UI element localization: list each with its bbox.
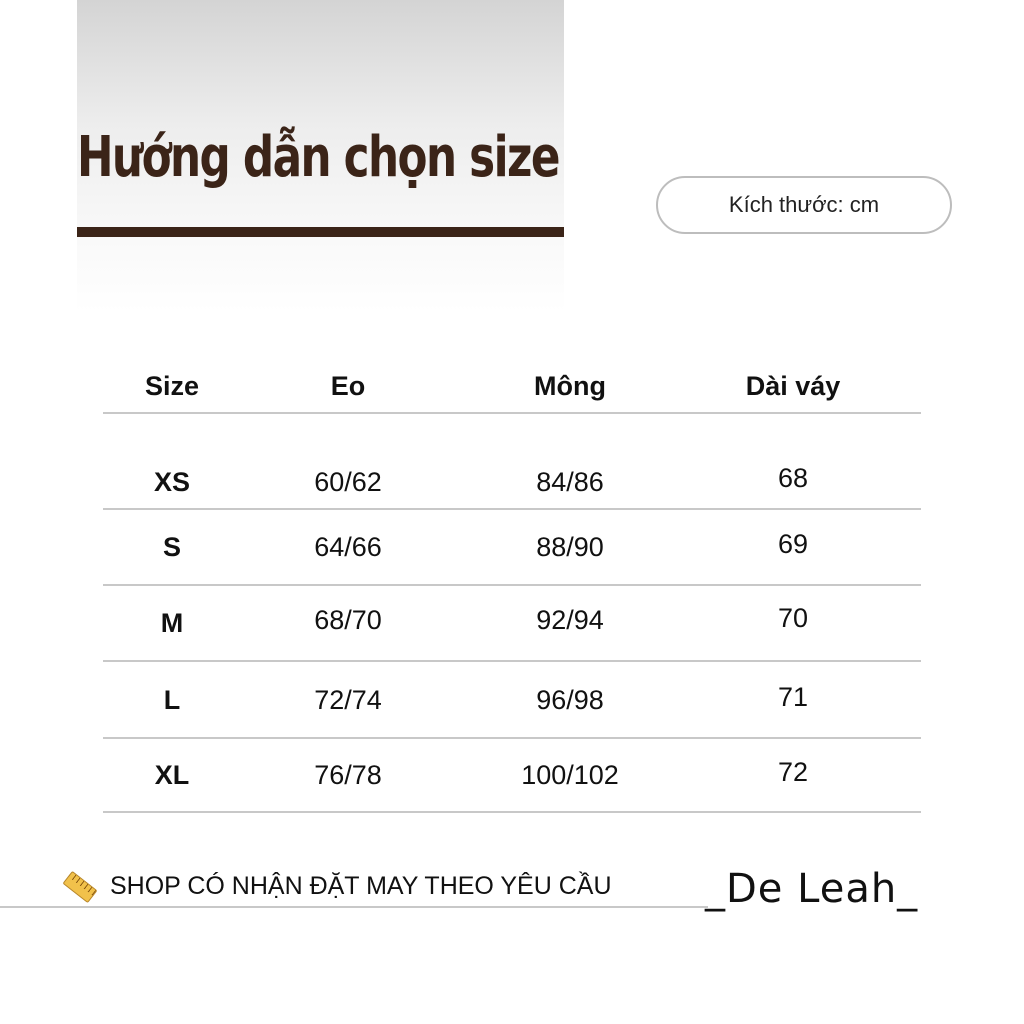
hip-cell: 100/102	[521, 759, 619, 790]
column-header-size: Size	[144, 370, 200, 401]
brand-name: _De Leah_	[705, 866, 919, 912]
waist-cell: 64/66	[314, 531, 382, 562]
size-cell: S	[162, 531, 181, 562]
size-table	[103, 360, 921, 813]
column-header-waist: Eo	[330, 370, 366, 401]
table-row	[103, 739, 921, 813]
ruler-icon	[62, 870, 97, 902]
hip-cell: 92/94	[536, 604, 604, 635]
title-underline	[77, 227, 564, 237]
size-cell: L	[163, 685, 181, 715]
footer-divider	[0, 906, 708, 908]
unit-badge: Kích thước: cm	[656, 176, 952, 234]
waist-cell: 76/78	[314, 759, 382, 790]
size-cell: XL	[154, 759, 190, 790]
size-cell: XS	[153, 466, 191, 497]
custom-order-text: SHOP CÓ NHẬN ĐẶT MAY THEO YÊU CẦU	[110, 872, 612, 900]
hip-cell: 84/86	[536, 466, 604, 497]
waist-cell: 68/70	[314, 604, 382, 635]
waist-cell: 72/74	[314, 685, 382, 715]
custom-order-note	[64, 872, 620, 901]
table-row	[103, 586, 921, 662]
column-header-hip: Mông	[534, 370, 606, 401]
size-cell: M	[160, 607, 184, 638]
table-row	[103, 414, 921, 510]
waist-cell: 60/62	[314, 466, 382, 497]
hip-cell: 96/98	[536, 685, 604, 715]
hip-cell: 88/90	[536, 531, 604, 562]
table-header-row	[103, 360, 921, 414]
table-row	[103, 510, 921, 586]
length-cell: 70	[777, 602, 809, 633]
length-cell: 72	[777, 756, 809, 787]
column-header-length: Dài váy	[745, 370, 841, 401]
length-cell: 68	[777, 462, 809, 493]
length-cell: 69	[777, 528, 809, 559]
length-cell: 71	[777, 682, 809, 712]
page-title: Hướng dẫn chọn size	[77, 125, 559, 190]
table-row	[103, 662, 921, 739]
